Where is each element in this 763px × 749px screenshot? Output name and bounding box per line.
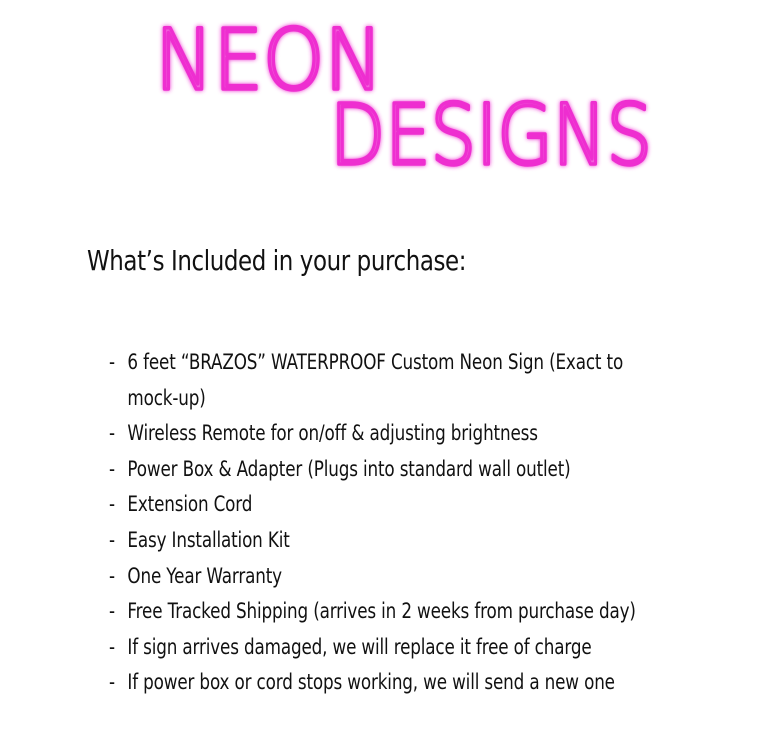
bullet-dash: - [109,563,115,588]
bullet-dash: - [109,492,115,517]
list-item [109,345,667,416]
list-item [109,665,667,701]
list-item-text: Free Tracked Shipping (arrives in 2 weeks from purchase day) [127,599,636,624]
list-item [109,452,667,488]
list-item [109,416,667,452]
neon-designs-logo [0,0,763,200]
bullet-dash: - [109,670,115,695]
logo-word-designs: DESIGNS [330,86,652,184]
list-item-text: If power box or cord stops working, we will send a new one [127,670,615,695]
bullet-dash: - [109,421,115,446]
list-item [109,630,667,666]
list-item-text: Easy Installation Kit [127,527,290,552]
bullet-dash: - [109,456,115,481]
included-items-list [109,345,649,701]
list-item [109,523,667,559]
list-item-text: Power Box & Adapter (Plugs into standard wall outlet) [127,456,571,481]
list-item-text: If sign arrives damaged, we will replace it free of charge [127,634,592,659]
list-item-text: 6 feet “BRAZOS” WATERPROOF Custom Neon Sign (Exact to mock-up) [127,350,624,410]
list-item [109,487,667,523]
list-item [109,559,667,595]
included-heading: What’s Included in your purchase: [87,244,467,277]
bullet-dash: - [109,634,115,659]
bullet-dash: - [109,599,115,624]
bullet-dash: - [109,350,115,374]
list-item [109,594,667,630]
bullet-dash: - [109,527,115,552]
logo-word-neon: NEON [155,11,383,109]
list-item-text: Wireless Remote for on/off & adjusting brightness [127,421,538,446]
list-item-text: Extension Cord [127,492,253,517]
list-item-text: One Year Warranty [127,563,282,588]
